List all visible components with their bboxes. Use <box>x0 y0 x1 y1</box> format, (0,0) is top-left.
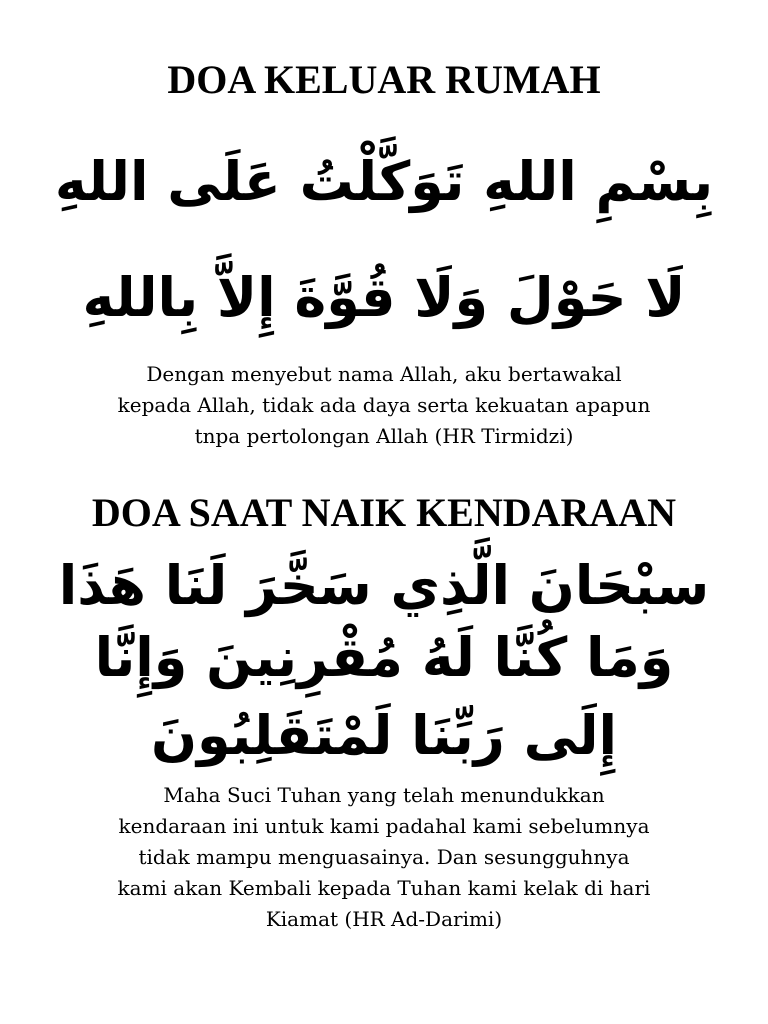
arabic-text-line: بِسْمِ اللهِ تَوَكَّلْتُ عَلَى اللهِ <box>54 150 714 213</box>
translation-line: Dengan menyebut nama Allah, aku bertawakal <box>146 362 622 386</box>
translation-line: kepada Allah, tidak ada daya serta kekuatan apapun <box>117 393 651 417</box>
translation-naik-kendaraan <box>40 780 728 935</box>
translation-line: kami akan Kembali kepada Tuhan kami kelak di hari <box>117 876 651 900</box>
translation-keluar-rumah <box>40 359 728 452</box>
translation-line: kendaraan ini untuk kami padahal kami sebelumnya <box>118 814 650 838</box>
translation-line: tnpa pertolongan Allah (HR Tirmidzi) <box>194 424 574 448</box>
arabic-text-line: وَمَا كُنَّا لَهُ مُقْرِنِينَ وَإِنَّا <box>94 626 674 689</box>
arabic-text-line: إِلَى رَبِّنَا لَمْتَقَلِبُونَ <box>150 704 618 767</box>
translation-line: Kiamat (HR Ad-Darimi) <box>265 907 503 931</box>
arabic-text-line: سبْحَانَ الَّذِي سَخَّرَ لَنَا هَذَا <box>58 554 710 617</box>
translation-line: tidak mampu menguasainya. Dan sesungguhnya <box>138 845 630 869</box>
section-title-keluar-rumah: DOA KELUAR RUMAH <box>167 57 601 102</box>
arabic-text-line: لَا حَوْلَ وَلَا قُوَّةَ إِلاَّ بِاللهِ <box>82 266 686 329</box>
section-title-naik-kendaraan: DOA SAAT NAIK KENDARAAN <box>91 490 677 535</box>
translation-line: Maha Suci Tuhan yang telah menundukkan <box>163 783 605 807</box>
